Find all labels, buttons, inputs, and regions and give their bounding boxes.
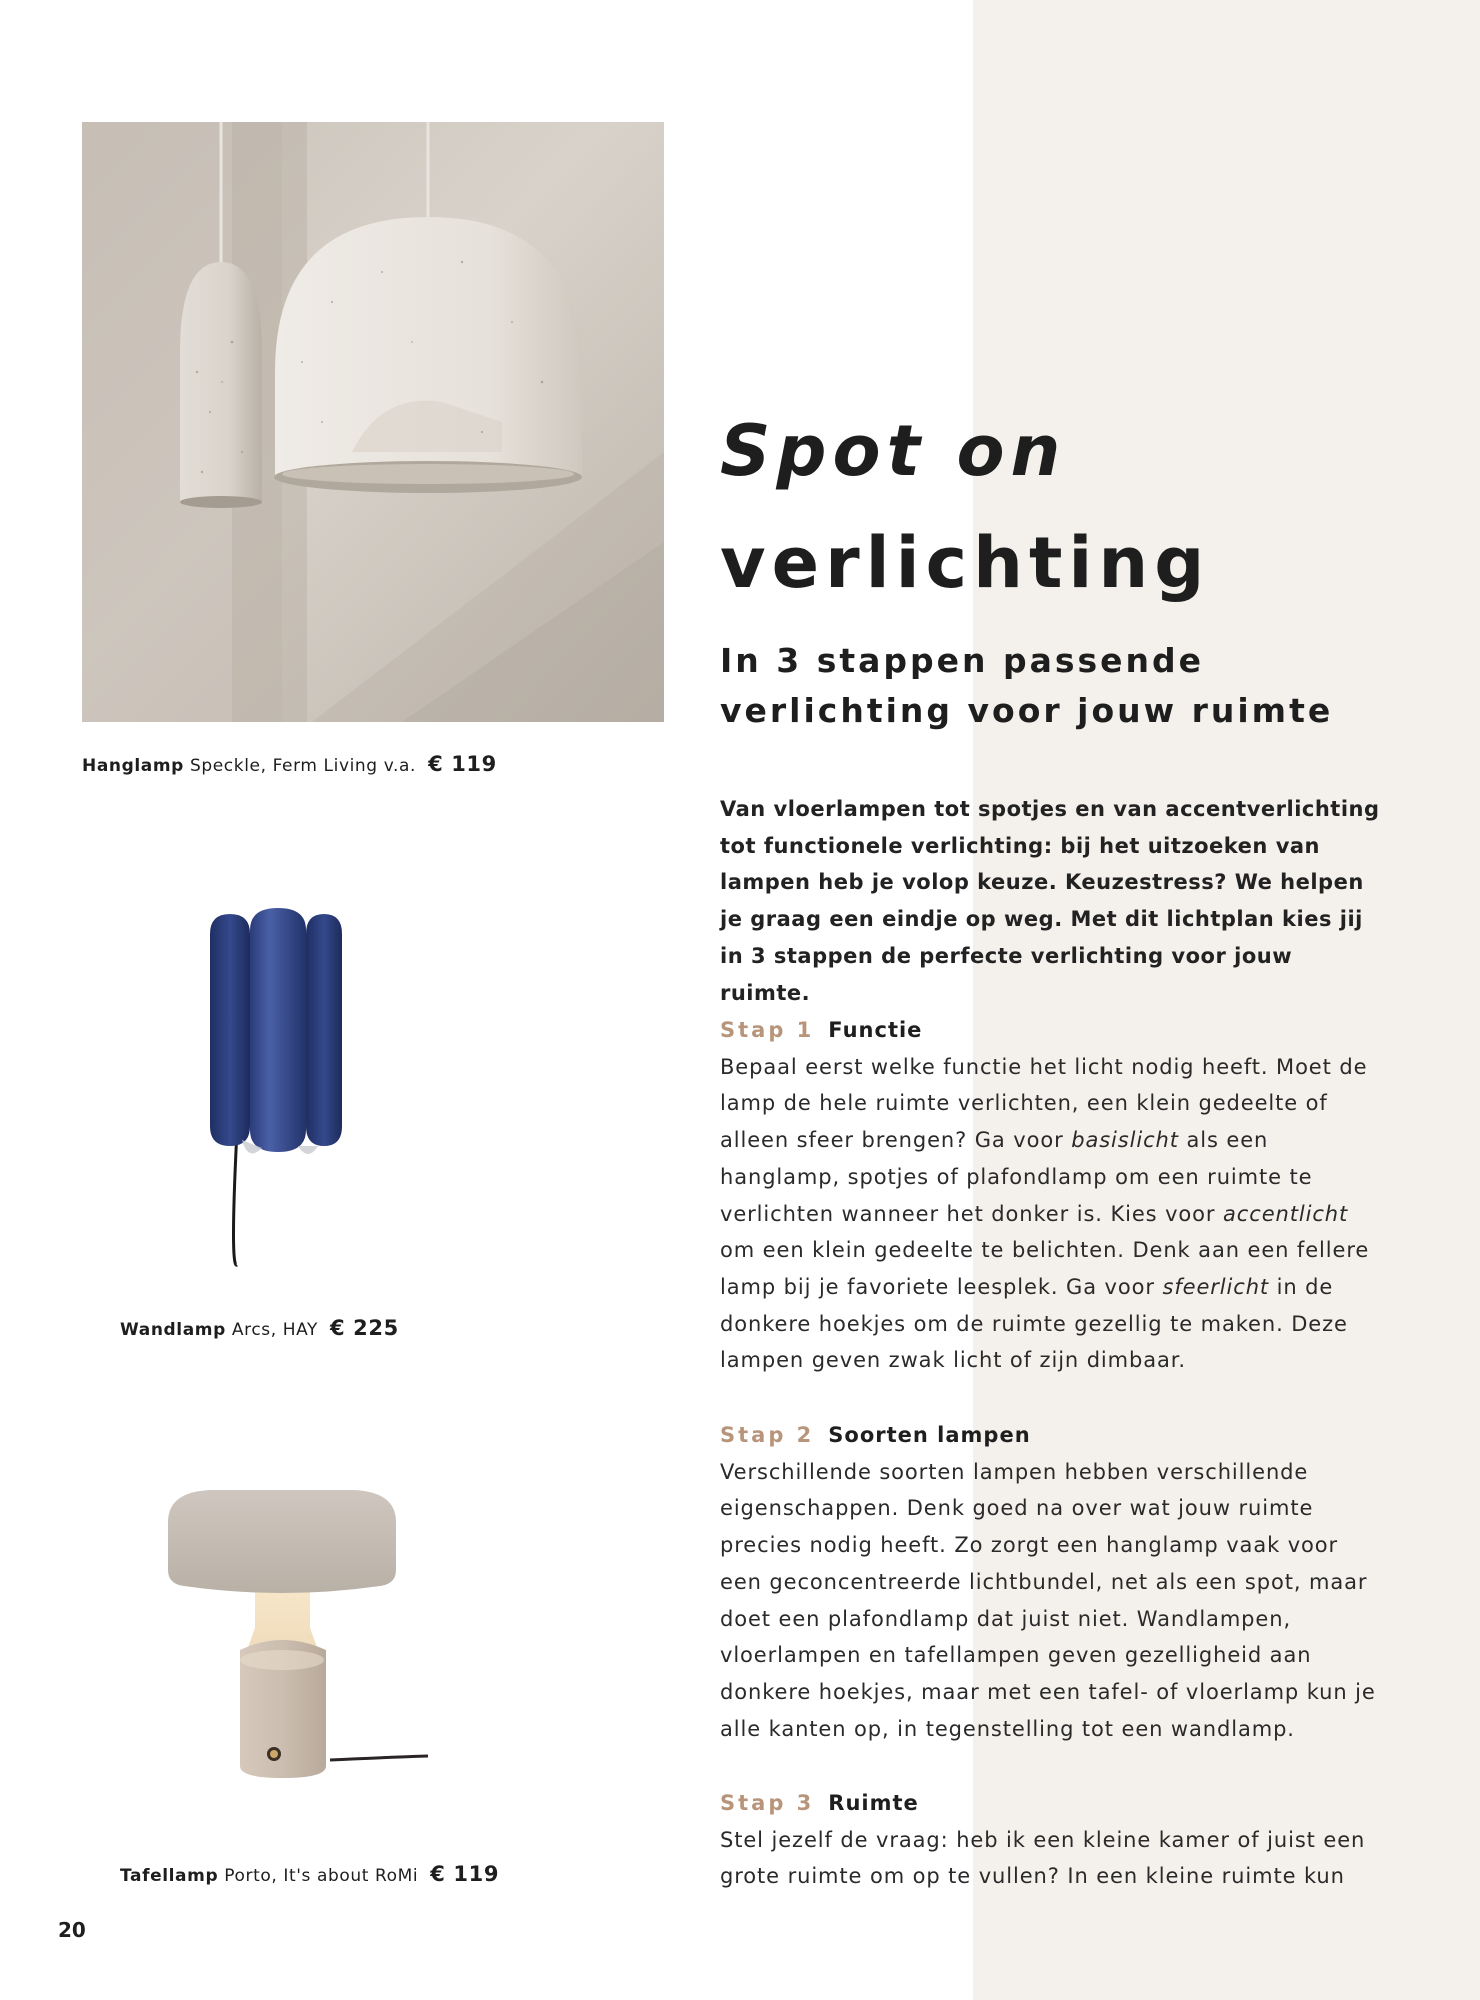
step-body bbox=[720, 1049, 1380, 1379]
subtitle-line-2: verlichting voor jouw ruimte bbox=[720, 691, 1334, 730]
step-number: Stap 3 bbox=[720, 1791, 815, 1815]
step-body-text: om een klein gedeelte te belichten. Denk aan een fellere lamp bij je favoriete leesplek. Ga voor bbox=[720, 1238, 1370, 1299]
step-2 bbox=[720, 1417, 1380, 1747]
caption-price: € 225 bbox=[330, 1316, 399, 1340]
caption-tafellamp bbox=[120, 1862, 499, 1886]
step-title: Ruimte bbox=[828, 1791, 919, 1815]
title-line-1: Spot on bbox=[720, 410, 1067, 492]
page-number: 20 bbox=[58, 1918, 86, 1942]
step-body-emphasis: accentlicht bbox=[1223, 1201, 1349, 1226]
caption-price: € 119 bbox=[428, 752, 497, 776]
step-title: Functie bbox=[828, 1018, 923, 1042]
step-body-emphasis: basislicht bbox=[1071, 1128, 1179, 1153]
title-line-2: verlichting bbox=[720, 522, 1211, 604]
caption-name: Speckle, Ferm Living v.a. bbox=[189, 756, 417, 776]
step-heading bbox=[720, 1417, 1380, 1454]
step-body-text: Bepaal eerst welke functie het licht nodig heeft. Moet de lamp de hele ruimte verlichten, een klein gedeelte of alleen sfeer brengen? Ga voor bbox=[720, 1054, 1368, 1153]
article-subtitle bbox=[720, 636, 1333, 736]
caption-wandlamp bbox=[120, 1316, 399, 1340]
step-title: Soorten lampen bbox=[828, 1423, 1031, 1447]
step-number: Stap 2 bbox=[720, 1423, 815, 1447]
step-body-emphasis: sfeerlicht bbox=[1162, 1274, 1270, 1299]
step-number: Stap 1 bbox=[720, 1018, 815, 1042]
caption-name: Arcs, HAY bbox=[231, 1320, 319, 1340]
caption-type: Tafellamp bbox=[120, 1866, 219, 1886]
table-lamp-photo bbox=[150, 1480, 440, 1800]
step-body-text: als een hanglamp, spotjes of plafondlamp om een ruimte te verlichten wanneer het donker is. Kies voor bbox=[720, 1128, 1313, 1226]
step-heading bbox=[720, 1012, 1380, 1049]
step-body-text: in de donkere hoekjes om de ruimte gezellig te maken. Deze lampen geven zwak licht of zijn dimbaar. bbox=[720, 1274, 1348, 1373]
step-1 bbox=[720, 1012, 1380, 1379]
step-3 bbox=[720, 1785, 1380, 1895]
caption-type: Wandlamp bbox=[120, 1320, 226, 1340]
article-intro: Van vloerlampen tot spotjes en van accentverlichting tot functionele verlichting: bij het uitzoeken van lampen heb je volop keuze. Keuzestress? We helpen je graag een eindje op weg. Met dit lichtplan kies jij in 3 stappen de perfecte verlichting voor jouw ruimte. bbox=[720, 797, 1380, 1005]
caption-price: € 119 bbox=[430, 1862, 500, 1886]
caption-name: Porto, It's about RoMi bbox=[224, 1866, 419, 1886]
article-title bbox=[720, 395, 1210, 619]
caption-hanglamp bbox=[82, 752, 497, 776]
step-body: Verschillende soorten lampen hebben verschillende eigenschappen. Denk goed na over wat jouw ruimte precies nodig heeft. Zo zorgt een hanglamp vaak voor een geconcentreerde lichtbundel, net als een spot, maar doet een plafondlamp dat juist niet. Wandlampen, vloerlampen en tafellampen geven gezelligheid aan donkere hoekjes, maar met een tafel- of vloerlamp kun je alle kanten op, in tegenstelling tot een wandlamp. bbox=[720, 1459, 1376, 1741]
subtitle-line-1: In 3 stappen passende bbox=[720, 641, 1205, 680]
caption-type: Hanglamp bbox=[82, 756, 184, 776]
wall-lamp-photo bbox=[190, 900, 390, 1280]
step-heading bbox=[720, 1785, 1380, 1822]
pendant-lamp-photo bbox=[82, 122, 664, 722]
step-body: Stel jezelf de vraag: heb ik een kleine kamer of juist een grote ruimte om op te vullen? In een kleine ruimte kun bbox=[720, 1827, 1366, 1889]
